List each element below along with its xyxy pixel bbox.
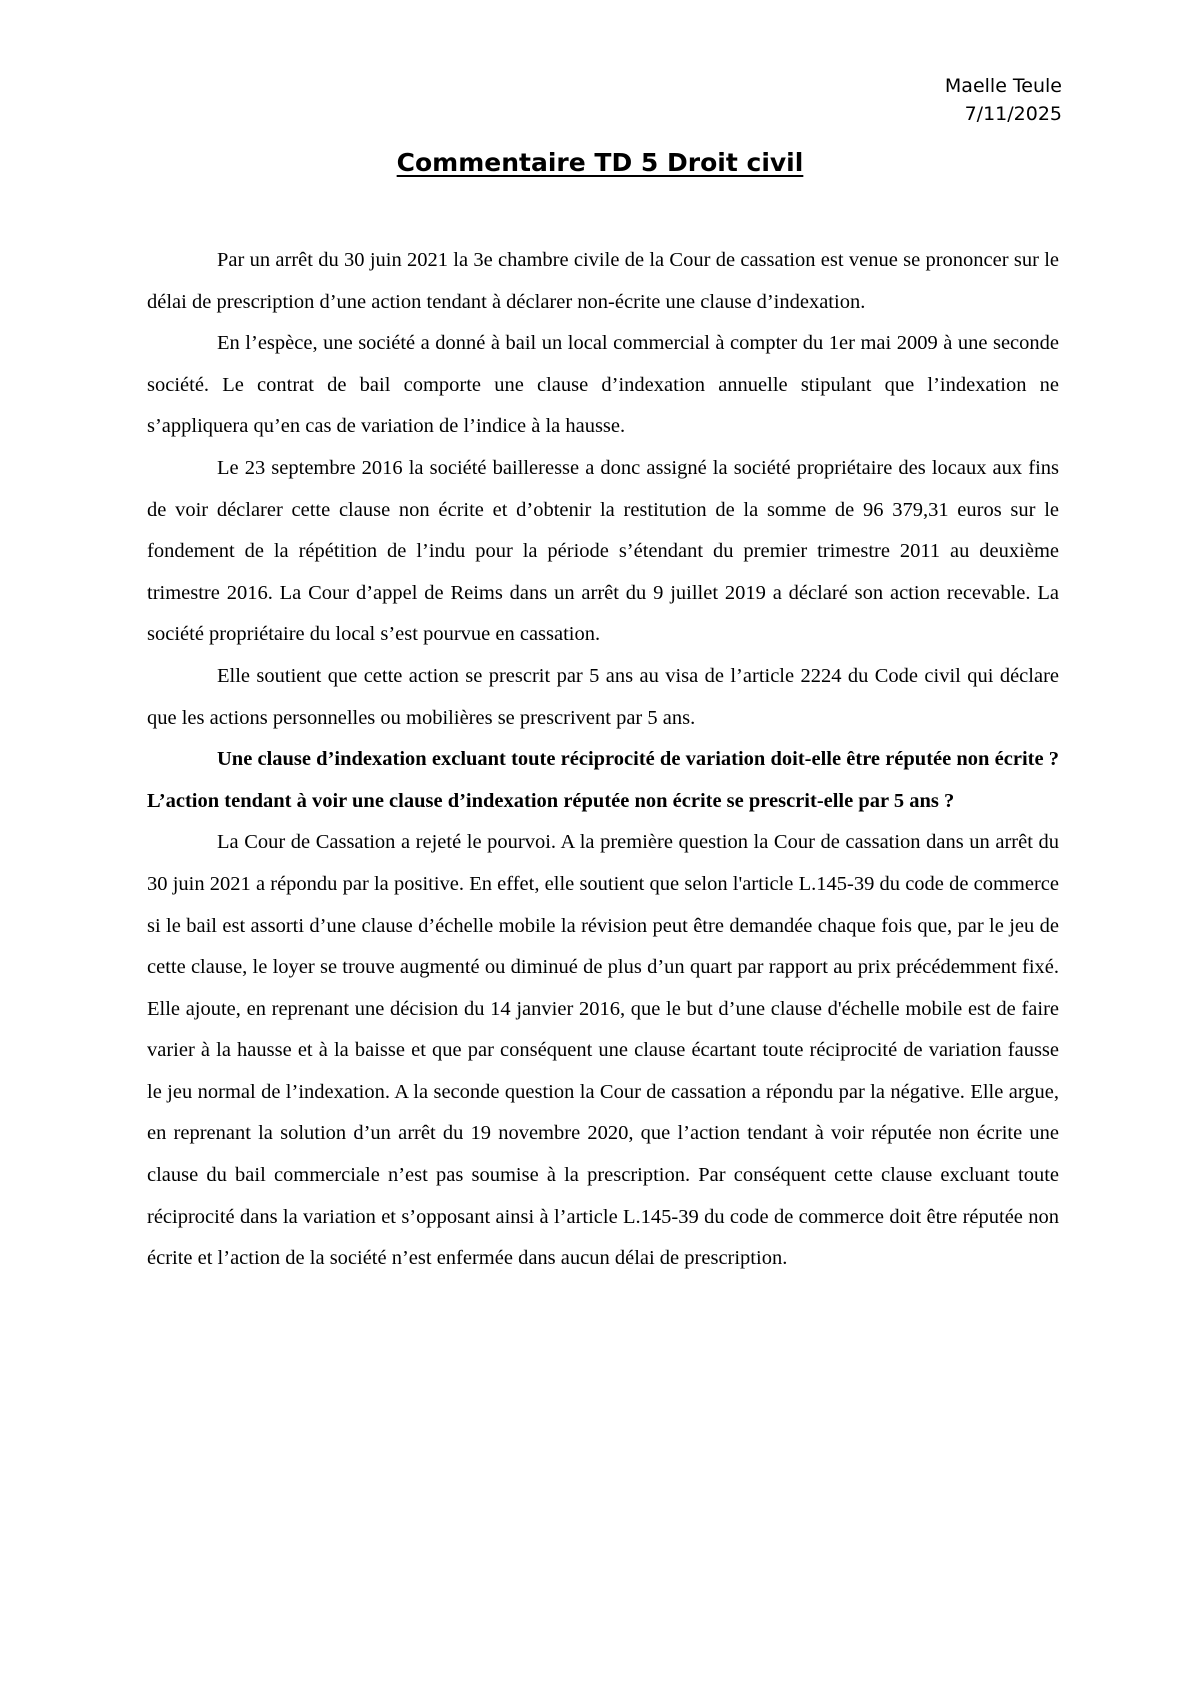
paragraph-procedure: Le 23 septembre 2016 la société bailleresse a donc assigné la société propriétaire des locaux aux fins de voir déclarer cette clause non écrite et d’obtenir la restitution de la somme de 96 379,31 euros sur le fondement de la répétition de l’indu pour la période s’étendant du premier trimestre 2011 au deuxième trimestre 2016. La Cour d’appel de Reims dans un arrêt du 9 juillet 2019 a déclaré son action recevable. La société propriétaire du local s’est pourvue en cassation.	[147, 456, 1059, 646]
page-title: Commentaire TD 5 Droit civil	[396, 148, 804, 177]
header-meta	[945, 72, 1062, 128]
paragraph-legal-question: Une clause d’indexation excluant toute réciprocité de variation doit-elle être réputée non écrite ? L’action tendant à voir une clause d’indexation réputée non écrite se prescrit-elle par 5 ans ?	[147, 748, 1059, 812]
paragraph-solution: La Cour de Cassation a rejeté le pourvoi. A la première question la Cour de cassation dans un arrêt du 30 juin 2021 a répondu par la positive. En effet, elle soutient que selon l'article L.145-39 du code de commerce si le bail est assorti d’une clause d’échelle mobile la révision peut être demandée chaque fois que, par le jeu de cette clause, le loyer se trouve augmenté ou diminué de plus d’un quart par rapport au prix précédemment fixé. Elle ajoute, en reprenant une décision du 14 janvier 2016, que le but d’une clause d'échelle mobile est de faire varier à la hausse et à la baisse et que par conséquent une clause écartant toute réciprocité de variation fausse le jeu normal de l’indexation. A la seconde question la Cour de cassation a répondu par la négative. Elle argue, en reprenant la solution d’un arrêt du 19 novembre 2020, que l’action tendant à voir réputée non écrite une clause du bail commerciale n’est pas soumise à la prescription. Par conséquent cette clause excluant toute réciprocité dans la variation et s’opposant ainsi à l’article L.145-39 du code de commerce doit être réputée non écrite et l’action de la société n’est enfermée dans aucun délai de prescription.	[147, 831, 1059, 1270]
document-date: 7/11/2025	[964, 103, 1062, 125]
paragraph-introduction: Par un arrêt du 30 juin 2021 la 3e chambre civile de la Cour de cassation est venue se prononcer sur le délai de prescription d’une action tendant à déclarer non-écrite une clause d’indexation.	[147, 249, 1059, 313]
paragraph-arguments: Elle soutient que cette action se prescrit par 5 ans au visa de l’article 2224 du Code civil qui déclare que les actions personnelles ou mobilières se prescrivent par 5 ans.	[147, 664, 1059, 729]
document-body	[147, 240, 1059, 1280]
author-name: Maelle Teule	[944, 75, 1062, 97]
paragraph-facts: En l’espèce, une société a donné à bail un local commercial à compter du 1er mai 2009 à une seconde société. Le contrat de bail comporte une clause d’indexation annuelle stipulant que l’indexation ne s’appliquera qu’en cas de variation de l’indice à la hausse.	[147, 332, 1059, 438]
